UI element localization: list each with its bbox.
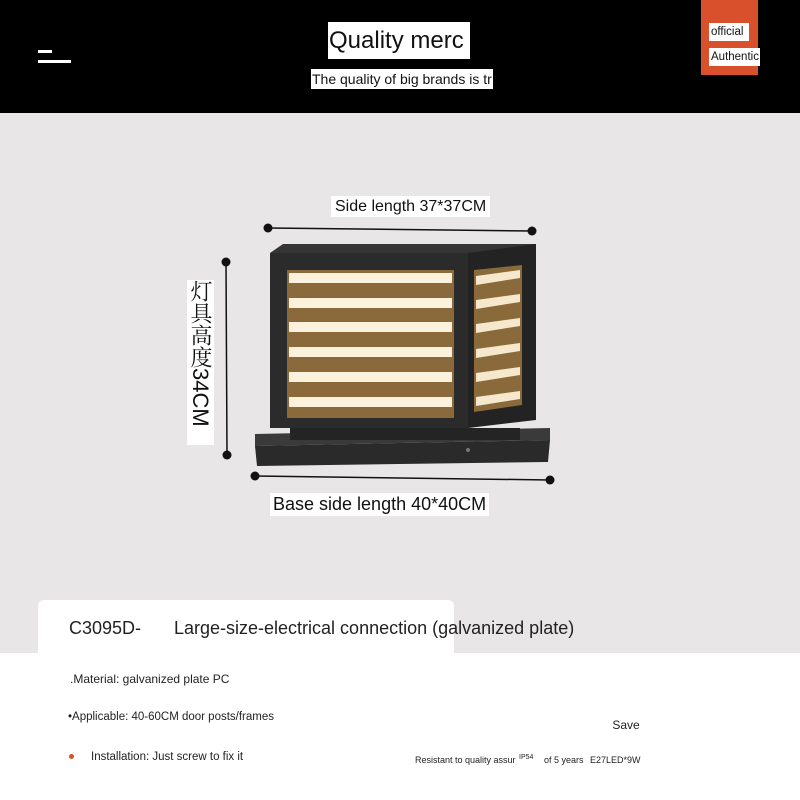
badge-authentic-text: Authentic: [709, 48, 760, 66]
height-dimension-line: [222, 258, 232, 460]
base-length-label: Base side length 40*40CM: [270, 493, 489, 516]
page-title: Quality merc: [328, 22, 470, 59]
lamp-body: [255, 244, 550, 466]
height-label: 灯具高度34CM: [187, 280, 214, 445]
spec-installation: Installation: Just screw to fix it: [91, 751, 244, 763]
shield-save-label: Save: [612, 718, 640, 732]
bullet-dot: [69, 754, 74, 759]
feature-led-text: E27LED*9W: [590, 755, 641, 765]
feature-ip-text: IP54: [519, 754, 534, 761]
feature-quality-text: Resistant to quality assur: [415, 755, 516, 765]
feature-years-text: of 5 years: [544, 755, 584, 765]
page-subtitle: The quality of big brands is tr: [312, 71, 492, 87]
model-code: C3095D-: [69, 618, 142, 638]
model-description: Large-size-electrical connection (galvanized plate): [174, 618, 575, 638]
side-length-label: Side length 37*37CM: [331, 196, 490, 217]
base-length-dimension-line: [251, 472, 555, 485]
badge-official-text: official: [709, 23, 749, 41]
side-length-dimension-line: [264, 224, 537, 236]
spec-applicable: •Applicable: 40-60CM door posts/frames: [68, 711, 275, 723]
spec-material: .Material: galvanized plate PC: [70, 672, 230, 686]
